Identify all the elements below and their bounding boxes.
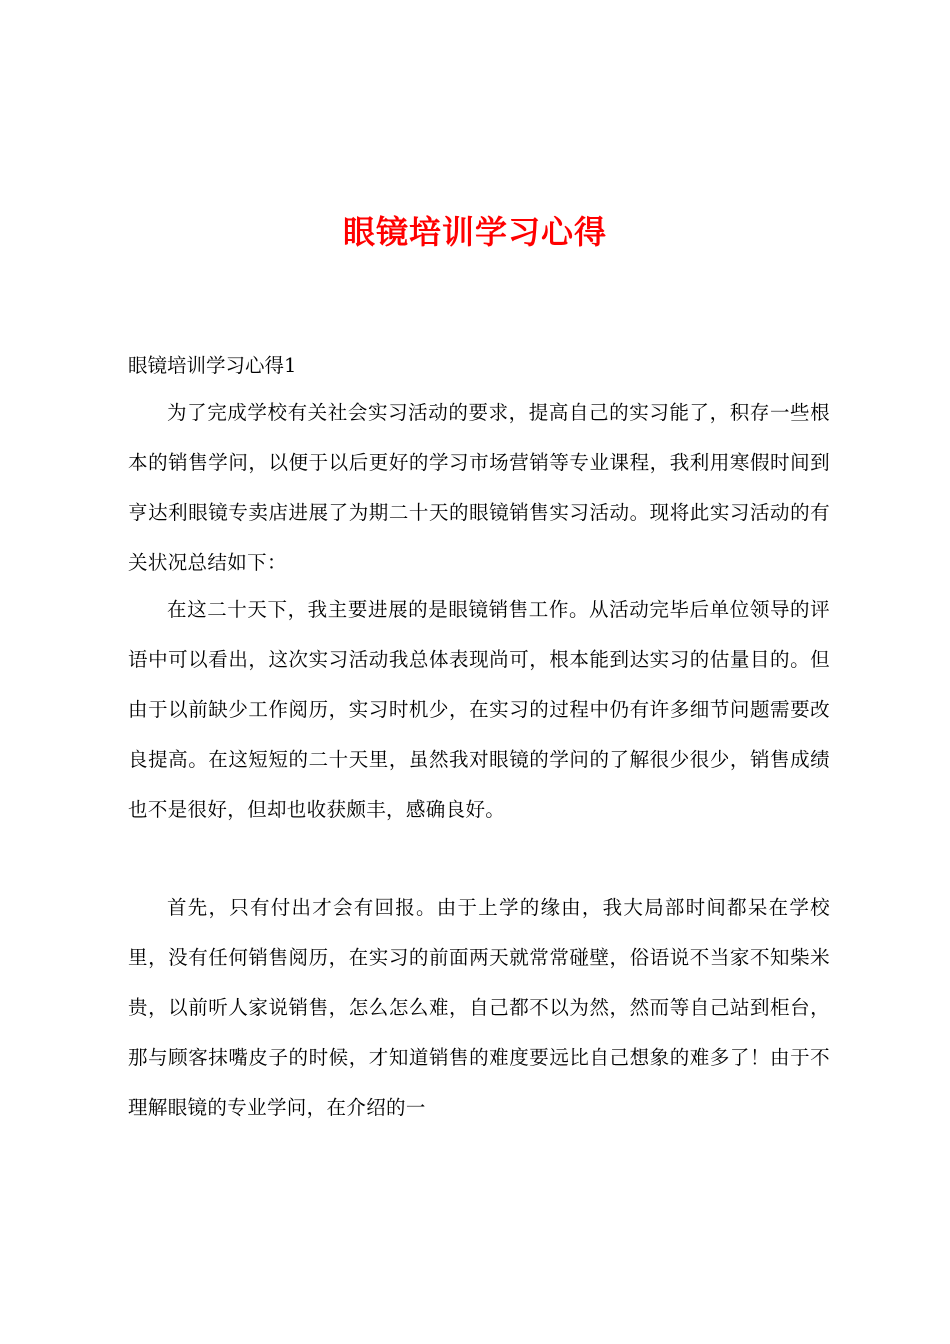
body-paragraph: 在这二十天下，我主要进展的是眼镜销售工作。从活动完毕后单位领导的评语中可以看出，这次实习活动我总体表现尚可，根本能到达实习的估量目的。但由于以前缺少工作阅历，实习时机少，在实习的过程中仍有许多细节问题需要改良提高。在这短短的二十天里，虽然我对眼镜的学问的了解很少很少，销售成绩也不是很好，但却也收获颇丰，感确良好。 — [128, 598, 830, 821]
body-paragraph: 为了完成学校有关社会实习活动的要求，提高自己的实习能了，积存一些根本的销售学问，以便于以后更好的学习市场营销等专业课程，我利用寒假时间到亨达利眼镜专卖店进展了为期二十天的眼镜销售实习活动。现将此实习活动的有关状况总结如下： — [128, 401, 830, 574]
body-paragraph: 首先，只有付出才会有回报。由于上学的缘由，我大局部时间都呆在学校里，没有任何销售阅历，在实习的前面两天就常常碰壁，俗语说不当家不知柴米贵，以前听人家说销售，怎么怎么难，自己都不以为然，然而等自己站到柜台，那与顾客抹嘴皮子的时候，才知道销售的难度要远比自己想象的难多了！由于不理解眼镜的专业学问，在介绍的一 — [128, 896, 830, 1119]
section-heading: 眼镜培训学习心得1 — [128, 354, 297, 377]
page-title: 眼镜培训学习心得 — [342, 213, 607, 251]
